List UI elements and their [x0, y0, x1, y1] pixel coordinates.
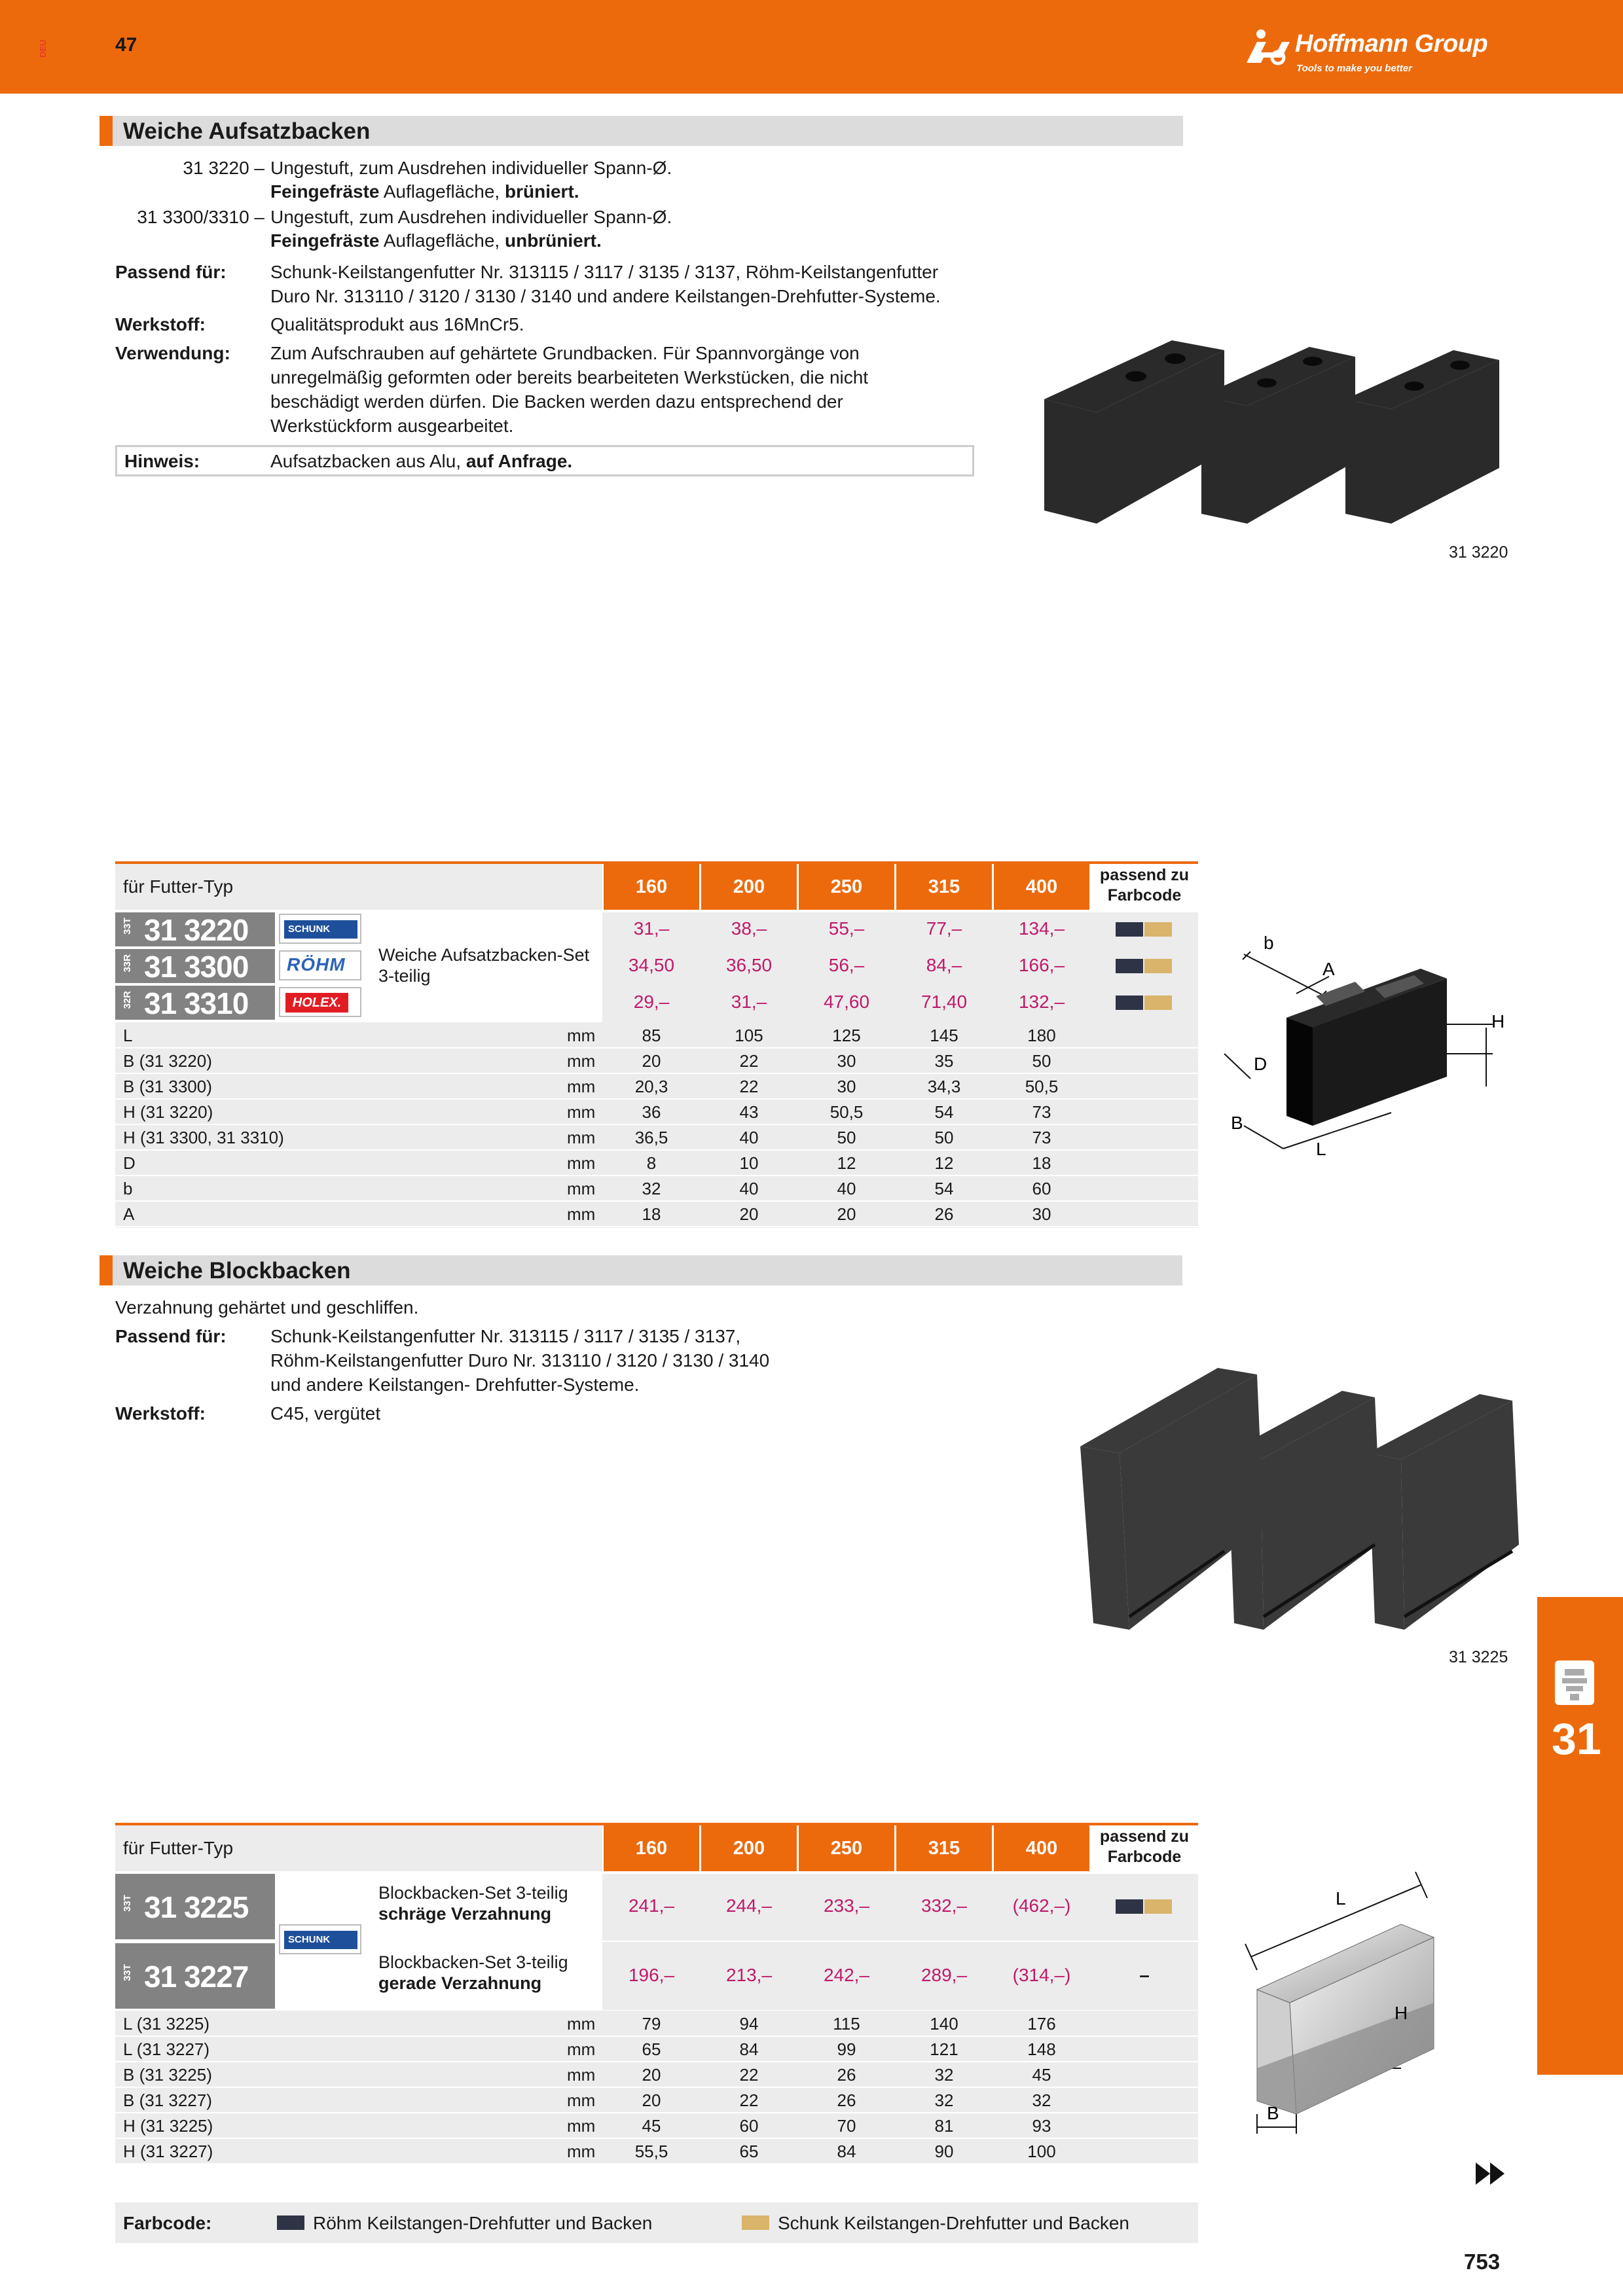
dim-label-H: H [1395, 2003, 1408, 2023]
article-number-313310[interactable]: 32R 31 3310 [115, 986, 275, 1020]
dimension-value: 32 [1032, 2090, 1051, 2110]
passend-text: Schunk-Keilstangenfutter Nr. 313115 / 3117 / 3135 / 3137, [270, 1326, 741, 1346]
farbcode-schunk-swatch [1144, 996, 1172, 1010]
dimension-label: B (31 3227) [123, 2090, 212, 2110]
row-divider [602, 1941, 1198, 1942]
dimension-value: 22 [739, 1051, 759, 1071]
product-description-detail: Feingefräste Auflagefläche, brüniert. [270, 181, 579, 202]
dimension-value: 50 [934, 1128, 954, 1147]
farbcode-roehm-swatch [1116, 1899, 1143, 1914]
werkstoff-text: Qualitätsprodukt aus 16MnCr5. [270, 314, 524, 334]
dimension-unit: mm [567, 1051, 596, 1071]
farbcode-roehm-swatch [1116, 922, 1143, 937]
dimension-value: 18 [1032, 1153, 1051, 1173]
dimension-value: 12 [934, 1153, 954, 1173]
product-description: Ungestuft, zum Ausdrehen individueller Spann-Ø. [270, 158, 672, 178]
dimension-label: L (31 3225) [123, 2014, 210, 2034]
chapter-number: 31 [1552, 1714, 1601, 1764]
price-313310-250: 47,60 [823, 992, 870, 1012]
farbcode-schunk-swatch [1144, 922, 1172, 937]
dimension-value: 35 [934, 1051, 954, 1071]
farbcode-label: Farbcode: [123, 2213, 212, 2233]
dimension-unit: mm [567, 1077, 596, 1096]
article-number-313225[interactable]: 33T 31 3225 [115, 1874, 275, 1939]
dimension-value: 20 [739, 1204, 759, 1224]
dimension-unit: mm [567, 1204, 596, 1224]
size-header-400: 400 [994, 864, 1089, 910]
dimension-value: 60 [739, 2116, 759, 2136]
dimension-value: 105 [735, 1026, 763, 1045]
row-divider [115, 1047, 1198, 1049]
dimension-value: 20 [837, 1204, 856, 1224]
schunk-brand-logo: SCHUNK [279, 1924, 361, 1954]
price-313227-315: 289,– [921, 1965, 968, 1985]
dimension-label: H (31 3227) [123, 2142, 213, 2161]
price-313227-200: 213,– [725, 1965, 773, 1985]
section-heading [100, 1255, 1182, 1285]
image-caption: 31 3220 [1449, 543, 1508, 562]
dimension-value: 18 [642, 1204, 661, 1224]
dimension-value: 125 [832, 1026, 861, 1045]
product-description: Ungestuft, zum Ausdrehen individueller Spann-Ø. [270, 207, 672, 227]
row-divider [115, 1098, 1198, 1100]
block-jaw-dimension-diagram [1237, 1859, 1467, 2147]
dimension-value: 73 [1032, 1102, 1051, 1122]
price-313300-160: 34,50 [628, 955, 675, 975]
hinweis-text: Aufsatzbacken aus Alu, auf Anfrage. [270, 451, 573, 471]
size-header-250: 250 [799, 864, 894, 910]
farbcode-roehm-swatch [1116, 996, 1143, 1010]
size-header-400: 400 [994, 1825, 1089, 1871]
holex-brand-logo: HOLEX. [279, 987, 361, 1017]
dimension-value: 70 [837, 2116, 856, 2136]
futter-typ-header: für Futter-Typ [123, 1838, 234, 1858]
dimension-value: 60 [1032, 1179, 1051, 1198]
row-divider [115, 1124, 1198, 1125]
row-divider [115, 1200, 1198, 1202]
price-313300-200: 36,50 [725, 955, 773, 975]
farbcode-header: passend zu Farbcode [1099, 866, 1190, 905]
dimension-value: 45 [642, 2116, 661, 2136]
dimension-value: 115 [833, 2014, 860, 2034]
verwendung-text: Zum Aufschrauben auf gehärtete Grundbacken. Für Spannvorgänge von [270, 343, 860, 363]
dimension-value: 32 [934, 2065, 954, 2085]
dimension-label: b [123, 1179, 133, 1198]
next-page-icon[interactable] [1474, 2161, 1508, 2186]
dimension-value: 40 [739, 1128, 759, 1147]
dimension-label: H (31 3300, 31 3310) [123, 1128, 284, 1147]
roehm-legend-text: Röhm Keilstangen-Drehfutter und Backen [313, 2213, 653, 2233]
dimension-value: 54 [934, 1102, 954, 1122]
article-number-313300[interactable]: 33R 31 3300 [115, 949, 275, 983]
dimension-label: B (31 3220) [123, 1051, 212, 1071]
dimension-unit: mm [567, 2014, 596, 2034]
catalog-page-number: 47 [115, 34, 137, 56]
dimension-value: 65 [642, 2039, 661, 2059]
dimension-label: B (31 3300) [123, 1077, 212, 1096]
dimension-unit: mm [567, 1153, 596, 1173]
brand-name: Hoffmann Group [1295, 30, 1488, 58]
passend-text: Duro Nr. 313110 / 3120 / 3130 / 3140 und andere Keilstangen-Drehfutter-Systeme. [270, 286, 941, 306]
dimension-value: 50 [1032, 1051, 1051, 1071]
dimension-value: 100 [1027, 2142, 1056, 2161]
passend-text: Röhm-Keilstangenfutter Duro Nr. 313110 / 3120 / 3130 / 3140 [270, 1350, 770, 1371]
dimension-value: 176 [1027, 2014, 1056, 2034]
size-header-160: 160 [604, 864, 699, 910]
dimension-unit: mm [567, 2039, 596, 2059]
page-number: 753 [1464, 2250, 1501, 2274]
row-divider [115, 2061, 1198, 2062]
dimension-label: L (31 3227) [123, 2039, 210, 2059]
dimension-value: 43 [739, 1102, 759, 1122]
dimension-value: 85 [642, 1026, 661, 1045]
article-number-313220[interactable]: 33T 31 3220 [115, 912, 275, 946]
dimension-value: 50,5 [1025, 1077, 1059, 1096]
row-divider [115, 1149, 1198, 1151]
intro-text: Verzahnung gehärtet und geschliffen. [115, 1297, 419, 1318]
dimension-value: 145 [930, 1026, 958, 1045]
hinweis-label: Hinweis: [124, 451, 200, 471]
dimension-value: 94 [739, 2014, 759, 2034]
farbcode-header: passend zu Farbcode [1099, 1827, 1190, 1866]
dimension-value: 40 [837, 1179, 856, 1198]
price-313225-160: 241,– [628, 1895, 675, 1916]
dimension-value: 54 [934, 1179, 954, 1198]
dimension-value: 36 [642, 1102, 661, 1122]
dimension-value: 8 [646, 1153, 657, 1173]
size-header-315: 315 [896, 1825, 992, 1871]
dim-label-D: D [1254, 1054, 1267, 1074]
heading-marker [100, 1255, 113, 1285]
price-313227-160: 196,– [628, 1965, 675, 1985]
hoffmann-logo[interactable] [1244, 26, 1519, 79]
dimension-value: 45 [1032, 2065, 1051, 2085]
row-divider [115, 2087, 1198, 2088]
dimension-value: 55,5 [634, 2142, 668, 2161]
dimension-value: 32 [934, 2090, 954, 2110]
size-header-250: 250 [799, 1825, 894, 1871]
passend-label: Passend für: [115, 262, 227, 282]
verwendung-text: Werkstückform ausgearbeitet. [270, 416, 514, 436]
product-code-line: 31 3220 – [183, 158, 264, 178]
price-313300-400: 166,– [1018, 955, 1065, 975]
row-divider [115, 2036, 1198, 2037]
dimension-value: 73 [1032, 1128, 1051, 1147]
chuck-jaw-icon [1552, 1657, 1597, 1708]
dimension-value: 34,3 [927, 1077, 961, 1096]
dimension-value: 20 [642, 1051, 661, 1071]
dimension-value: 50 [837, 1128, 856, 1147]
price-313310-400: 132,– [1018, 992, 1065, 1012]
verwendung-text: beschädigt werden dürfen. Die Backen werden dazu entsprechend der [270, 391, 843, 412]
dimension-value: 148 [1027, 2039, 1056, 2059]
dim-label-A: A [1322, 959, 1335, 979]
passend-label: Passend für: [115, 1326, 227, 1346]
chapter-tab[interactable] [1537, 1597, 1623, 2075]
dimension-value: 93 [1032, 2116, 1051, 2136]
article-number-313227[interactable]: 33T 31 3227 [115, 1943, 275, 2009]
dimension-unit: mm [567, 1128, 596, 1147]
dimension-label: D [123, 1153, 136, 1173]
dim-label-L: L [1316, 1139, 1326, 1159]
farbcode-schunk-swatch [1144, 1899, 1172, 1914]
price-313220-160: 31,– [633, 918, 670, 939]
price-313310-160: 29,– [633, 992, 670, 1012]
dimension-value: 84 [837, 2142, 856, 2161]
row-divider [115, 1175, 1198, 1176]
price-313225-400: (462,–) [1012, 1895, 1071, 1916]
price-313225-250: 233,– [823, 1895, 870, 1916]
dimension-value: 30 [837, 1051, 856, 1071]
dim-label-L: L [1336, 1888, 1346, 1909]
price-313300-250: 56,– [828, 955, 865, 975]
price-313227-400: (314,–) [1012, 1965, 1071, 1985]
schunk-legend-swatch [742, 2215, 769, 2230]
price-313220-250: 55,– [828, 918, 865, 939]
hoffmann-logo-icon [1244, 29, 1291, 64]
dimension-value: 121 [930, 2039, 958, 2059]
dimension-value: 140 [930, 2014, 958, 2034]
dimension-label: B (31 3225) [123, 2065, 212, 2085]
werkstoff-label: Werkstoff: [115, 1403, 206, 1424]
dimension-value: 40 [739, 1179, 759, 1198]
dimension-unit: mm [567, 1026, 596, 1045]
dimension-label: H (31 3225) [123, 2116, 213, 2136]
dimension-value: 10 [739, 1153, 759, 1173]
dimension-value: 22 [739, 2065, 759, 2085]
price-313310-315: 71,40 [921, 992, 968, 1012]
language-code: DEU [38, 39, 48, 58]
dimension-unit: mm [567, 2065, 596, 2085]
price-313220-400: 134,– [1018, 918, 1065, 939]
soft-top-jaw-dimension-diagram [1224, 916, 1505, 1178]
dimension-value: 180 [1027, 1026, 1056, 1045]
dim-label-B: B [1267, 2103, 1279, 2123]
row-divider [115, 2138, 1198, 2139]
dimension-value: 79 [642, 2014, 661, 2034]
dimension-value: 20,3 [634, 1077, 668, 1096]
dimension-value: 99 [837, 2039, 856, 2059]
price-313220-200: 38,– [731, 918, 767, 939]
dimension-value: 50,5 [830, 1102, 864, 1122]
dimension-value: 22 [739, 1077, 759, 1096]
dimension-value: 20 [642, 2090, 661, 2110]
dimension-label: A [123, 1204, 135, 1224]
dimension-value: 30 [837, 1077, 856, 1096]
size-header-200: 200 [701, 1825, 797, 1871]
dimension-value: 22 [739, 2090, 759, 2110]
article-description: Weiche Aufsatzbacken-Set 3-teilig [378, 945, 590, 986]
price-313300-315: 84,– [926, 955, 962, 975]
werkstoff-text: C45, vergütet [270, 1403, 381, 1424]
dimension-unit: mm [567, 2142, 596, 2161]
price-313310-200: 31,– [731, 992, 767, 1012]
dimension-unit: mm [567, 2116, 596, 2136]
dimension-value: 65 [739, 2142, 759, 2161]
werkstoff-label: Werkstoff: [115, 314, 206, 334]
article-description: Blockbacken-Set 3-teilig gerade Verzahnung [378, 1952, 568, 1993]
dim-label-H: H [1491, 1011, 1505, 1031]
block-jaws-image [1067, 1355, 1539, 1643]
image-caption: 31 3225 [1449, 1648, 1508, 1666]
row-divider [115, 2163, 1198, 2164]
row-divider [115, 1073, 1198, 1074]
roehm-brand-logo: RÖHM [279, 950, 361, 980]
dimension-value: 36,5 [634, 1128, 668, 1147]
passend-text: und andere Keilstangen- Drehfutter-Systeme. [270, 1374, 640, 1395]
schunk-legend-text: Schunk Keilstangen-Drehfutter und Backen [778, 2213, 1129, 2233]
dimension-value: 26 [837, 2065, 856, 2085]
verwendung-text: unregelmäßig geformten oder bereits bearbeiteten Werkstücken, die nicht [270, 367, 869, 387]
schunk-brand-logo: SCHUNK [279, 914, 361, 944]
farbcode-schunk-swatch [1144, 959, 1172, 973]
dimension-value: 26 [934, 1204, 954, 1224]
brand-tagline: Tools to make you better [1296, 63, 1412, 74]
dimension-unit: mm [567, 1179, 596, 1198]
row-divider [115, 2112, 1198, 2113]
article-description: Blockbacken-Set 3-teilig schräge Verzahnung [378, 1883, 568, 1924]
dimension-unit: mm [567, 1102, 596, 1122]
price-313220-315: 77,– [926, 918, 962, 939]
passend-text: Schunk-Keilstangenfutter Nr. 313115 / 3117 / 3135 / 3137, Röhm-Keilstangenfutter [270, 262, 939, 282]
dimension-value: 84 [739, 2039, 759, 2059]
soft-top-jaws-image [1034, 321, 1506, 543]
row-divider [115, 1226, 1198, 1227]
dimension-value: 81 [934, 2116, 954, 2136]
section-title: Weiche Aufsatzbacken [123, 118, 371, 144]
price-313225-315: 332,– [921, 1895, 968, 1916]
heading-marker [100, 116, 113, 146]
dimension-value: 26 [837, 2090, 856, 2110]
section-heading [100, 116, 1183, 146]
futter-typ-header: für Futter-Typ [123, 876, 234, 897]
product-code-line: 31 3300/3310 – [137, 207, 264, 227]
price-313227-250: 242,– [823, 1965, 870, 1985]
dimension-value: 32 [642, 1179, 661, 1198]
dimension-value: 12 [837, 1153, 856, 1173]
size-header-200: 200 [701, 864, 797, 910]
dimension-label: L [123, 1026, 133, 1045]
farbcode-none: – [1139, 1965, 1150, 1985]
product-description-detail: Feingefräste Auflagefläche, unbrüniert. [270, 230, 602, 251]
dimension-value: 90 [934, 2142, 954, 2161]
dimension-value: 30 [1032, 1204, 1051, 1224]
price-area [602, 1874, 1198, 2010]
size-header-160: 160 [604, 1825, 699, 1871]
roehm-legend-swatch [277, 2215, 304, 2230]
size-header-315: 315 [896, 864, 992, 910]
section-title: Weiche Blockbacken [123, 1258, 351, 1283]
verwendung-label: Verwendung: [115, 343, 230, 363]
farbcode-roehm-swatch [1116, 959, 1143, 973]
dimension-label: H (31 3220) [123, 1102, 213, 1122]
dim-label-b: b [1264, 933, 1274, 953]
price-313225-200: 244,– [725, 1895, 773, 1916]
dimension-value: 20 [642, 2065, 661, 2085]
dim-label-B: B [1231, 1113, 1243, 1133]
dimension-unit: mm [567, 2090, 596, 2110]
